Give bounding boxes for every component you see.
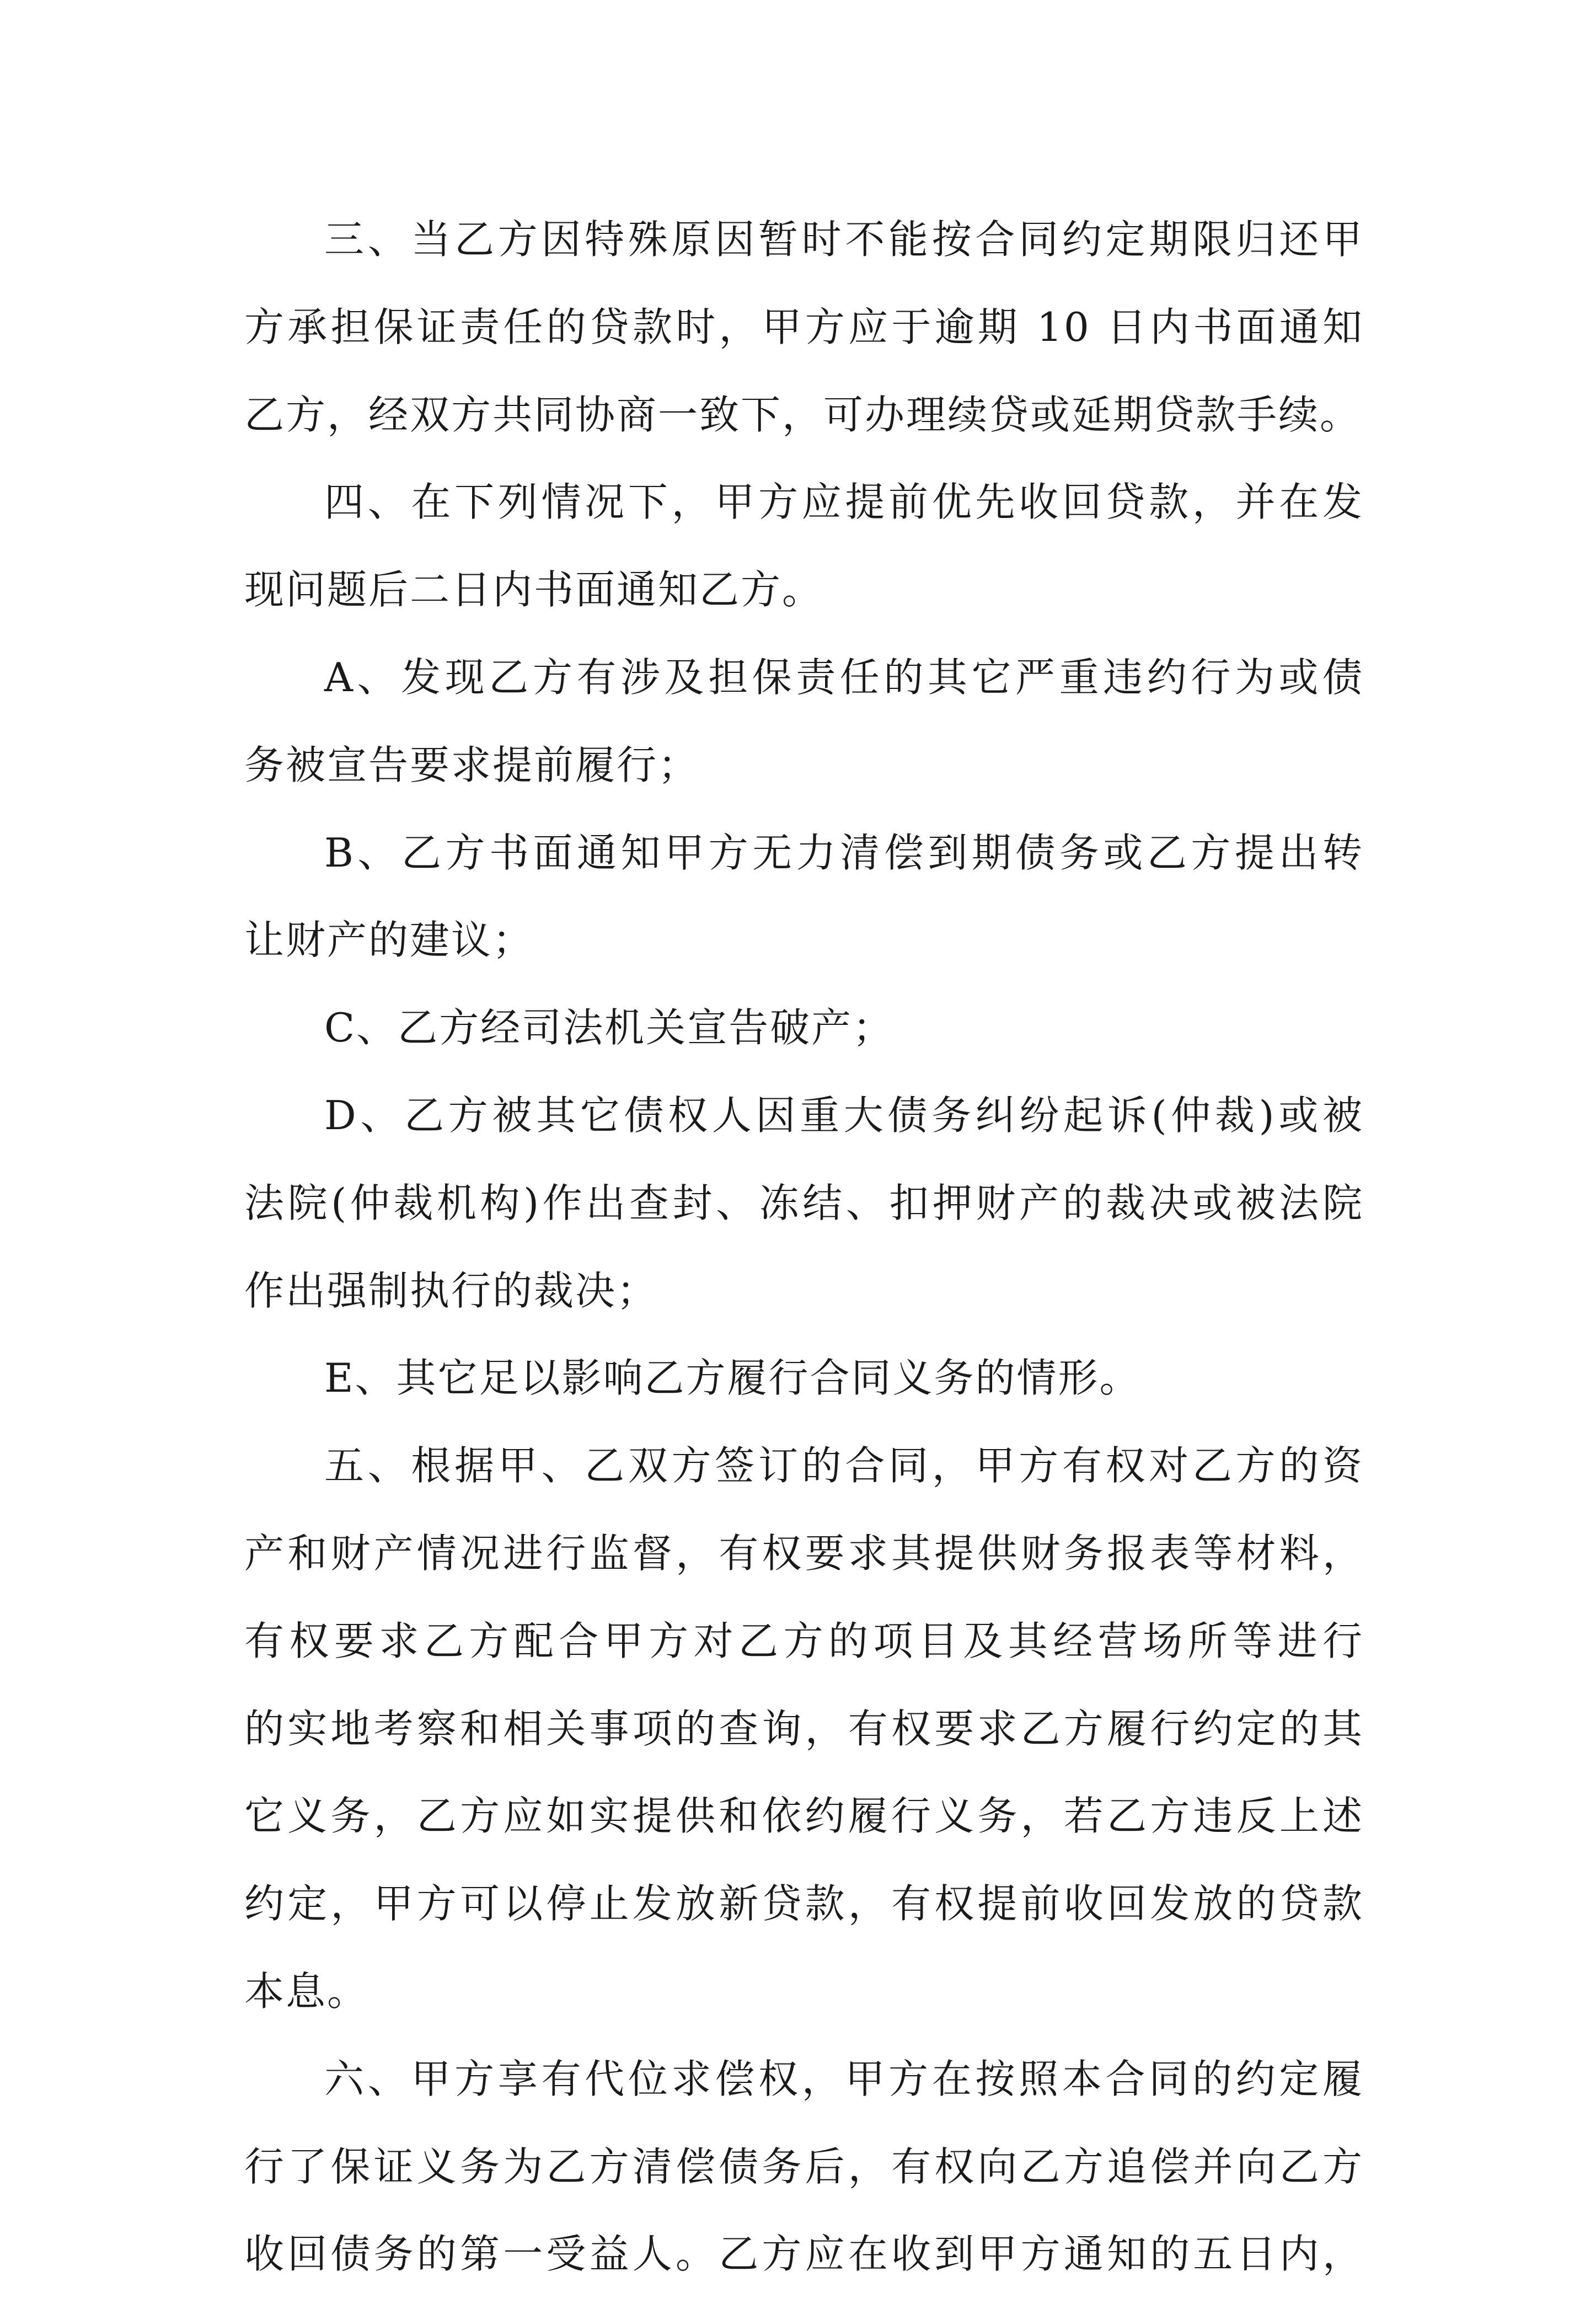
text-line: E、其它足以影响乙方履行合同义务的情形。 (324, 1355, 1141, 1402)
text-line: 本息。 (244, 1968, 369, 2014)
text-line: 收回债务的第一受益人。乙方应在收到甲方通知的五日内， (244, 2231, 1364, 2278)
text-line: 六、甲方享有代位求偿权，甲方在按照本合同的约定履 (324, 2055, 1364, 2102)
text-line: 四、在下列情况下，甲方应提前优先收回贷款，并在发 (324, 479, 1364, 526)
text-line: B、乙方书面通知甲方无力清偿到期债务或乙方提出转 (324, 829, 1364, 876)
text-line: 三、当乙方因特殊原因暂时不能按合同约定期限归还甲 (324, 216, 1364, 263)
text-line: 让财产的建议； (244, 917, 534, 964)
text-line: 作出强制执行的裁决； (244, 1267, 658, 1314)
text-line: 乙方，经双方共同协商一致下，可办理续贷或延期贷款手续。 (244, 391, 1362, 438)
text-line: 它义务，乙方应如实提供和依约履行义务，若乙方违反上述 (244, 1793, 1364, 1840)
text-line: A、发现乙方有涉及担保责任的其它严重违约行为或债 (324, 654, 1364, 701)
text-line: D、乙方被其它债权人因重大债务纠纷起诉(仲裁)或被 (324, 1092, 1364, 1139)
text-line: 五、根据甲、乙双方签订的合同，甲方有权对乙方的资 (324, 1442, 1364, 1489)
text-line: 行了保证义务为乙方清偿债务后，有权向乙方追偿并向乙方 (244, 2143, 1364, 2190)
text-line: 现问题后二日内书面通知乙方。 (244, 567, 824, 613)
document-body (244, 196, 1364, 2298)
text-line: 方承担保证责任的贷款时，甲方应于逾期 10 日内书面通知 (244, 303, 1364, 350)
text-line: 产和财产情况进行监督，有权要求其提供财务报表等材料， (244, 1530, 1364, 1576)
text-line: 约定，甲方可以停止发放新贷款，有权提前收回发放的贷款 (244, 1880, 1364, 1927)
text-line: C、乙方经司法机关宣告破产； (324, 1004, 895, 1051)
text-line: 法院(仲裁机构)作出查封、冻结、扣押财产的裁决或被法院 (244, 1179, 1364, 1226)
text-line: 务被宣告要求提前履行； (244, 741, 700, 788)
text-line: 有权要求乙方配合甲方对乙方的项目及其经营场所等进行 (244, 1617, 1364, 1664)
text-line: 的实地考察和相关事项的查询，有权要求乙方履行约定的其 (244, 1705, 1364, 1752)
